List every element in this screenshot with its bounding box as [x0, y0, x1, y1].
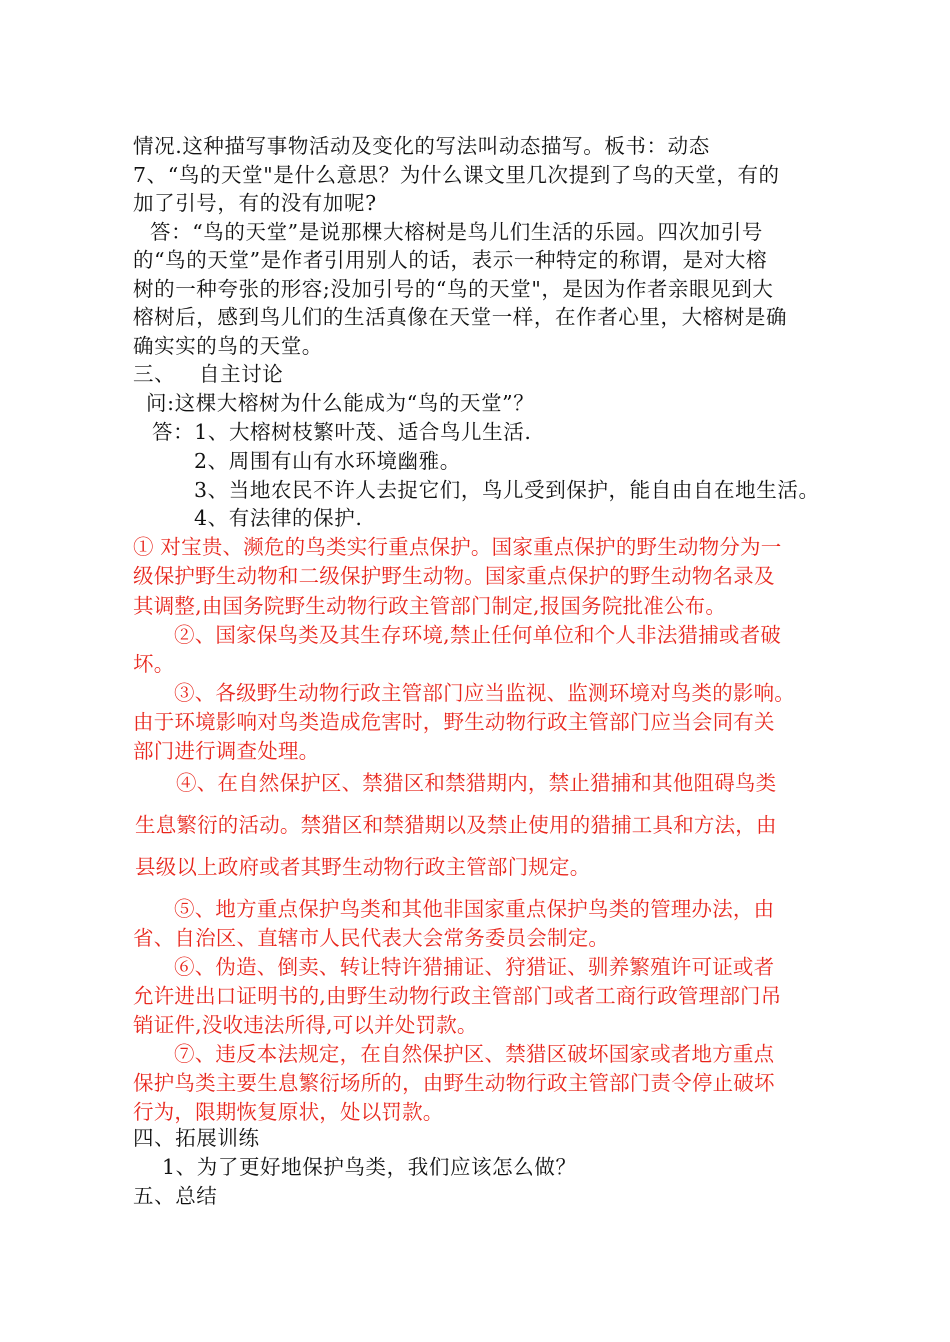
law-item-1: ① 对宝贵、濒危的鸟类实行重点保护。国家重点保护的野生动物分为一 [133, 535, 782, 559]
text-line: 县级以上政府或者其野生动物行政主管部门规定。 [135, 855, 591, 879]
law-item-5: ⑤、地方重点保护鸟类和其他非国家重点保护鸟类的管理办法，由 [174, 897, 775, 921]
discussion-question: 问:这棵大榕树为什么能成为“鸟的天堂”？ [146, 391, 535, 415]
question-7: 7、“鸟的天堂"是什么意思？为什么课文里几次提到了鸟的天堂，有的 [133, 163, 780, 187]
text-line: 部门进行调查处理。 [133, 739, 320, 763]
text-line: 加了引号，有的没有加呢? [133, 191, 377, 215]
text-line: 销证件,没收违法所得,可以并处罚款。 [133, 1013, 478, 1037]
discussion-answer-2: 2、周围有山有水环境幽雅。 [194, 449, 461, 473]
law-item-4: ④、在自然保护区、禁猎区和禁猎期内，禁止猎捕和其他阻碍鸟类 [176, 771, 777, 795]
discussion-answer-4: 4、有法律的保护. [194, 506, 363, 530]
text-line: 的“鸟的天堂”是作者引用别人的话，表示一种特定的称谓，是对大榕 [133, 248, 768, 272]
text-line: 确实实的鸟的天堂。 [133, 334, 323, 358]
text-line: 榕树后，感到鸟儿们的生活真像在天堂一样，在作者心里，大榕树是确 [133, 305, 788, 329]
section-3-number: 三、 [133, 362, 176, 386]
law-item-3: ③、各级野生动物行政主管部门应当监视、监测环境对鸟类的影响。 [174, 681, 795, 705]
discussion-answer-1: 答：1、大榕树枝繁叶茂、适合鸟儿生活. [152, 420, 532, 444]
law-item-2: ②、国家保鸟类及其生存环境,禁止任何单位和个人非法猎捕或者破 [174, 623, 782, 647]
text-line: 树的一种夸张的形容;没加引号的“鸟的天堂"，是因为作者亲眼见到大 [133, 277, 774, 301]
text-line: 情况.这种描写事物活动及变化的写法叫动态描写。板书：动态 [133, 134, 710, 158]
section-5-title: 五、总结 [133, 1184, 218, 1208]
section-4-title: 四、拓展训练 [133, 1126, 260, 1150]
answer-7: 答：“鸟的天堂”是说那棵大榕树是鸟儿们生活的乐园。四次加引号 [150, 220, 763, 244]
text-line: 级保护野生动物和二级保护野生动物。国家重点保护的野生动物名录及 [133, 564, 775, 588]
text-line: 生息繁衍的活动。禁猎区和禁猎期以及禁止使用的猎捕工具和方法，由 [135, 813, 777, 837]
text-line: 允许进出口证明书的,由野生动物行政主管部门或者工商行政管理部门吊 [133, 984, 782, 1008]
text-line: 保护鸟类主要生息繁衍场所的，由野生动物行政主管部门责令停止破坏 [133, 1071, 775, 1095]
law-item-6: ⑥、伪造、倒卖、转让特许猎捕证、狩猎证、驯养繁殖许可证或者 [174, 955, 775, 979]
text-line: 坏。 [133, 652, 175, 676]
training-question-1: 1、为了更好地保护鸟类，我们应该怎么做？ [162, 1155, 577, 1179]
discussion-answer-3: 3、当地农民不许人去捉它们，鸟儿受到保护，能自由自在地生活。 [194, 478, 820, 502]
law-item-7: ⑦、违反本法规定，在自然保护区、禁猎区破坏国家或者地方重点 [174, 1042, 775, 1066]
text-line: 行为，限期恢复原状，处以罚款。 [133, 1100, 444, 1124]
text-line: 其调整,由国务院野生动物行政主管部门制定,报国务院批准公布。 [133, 594, 727, 618]
text-line: 由于环境影响对鸟类造成危害时，野生动物行政主管部门应当会同有关 [133, 710, 775, 734]
section-3-title: 自主讨论 [199, 362, 284, 386]
text-line: 省、自治区、直辖市人民代表大会常务委员会制定。 [133, 926, 610, 950]
